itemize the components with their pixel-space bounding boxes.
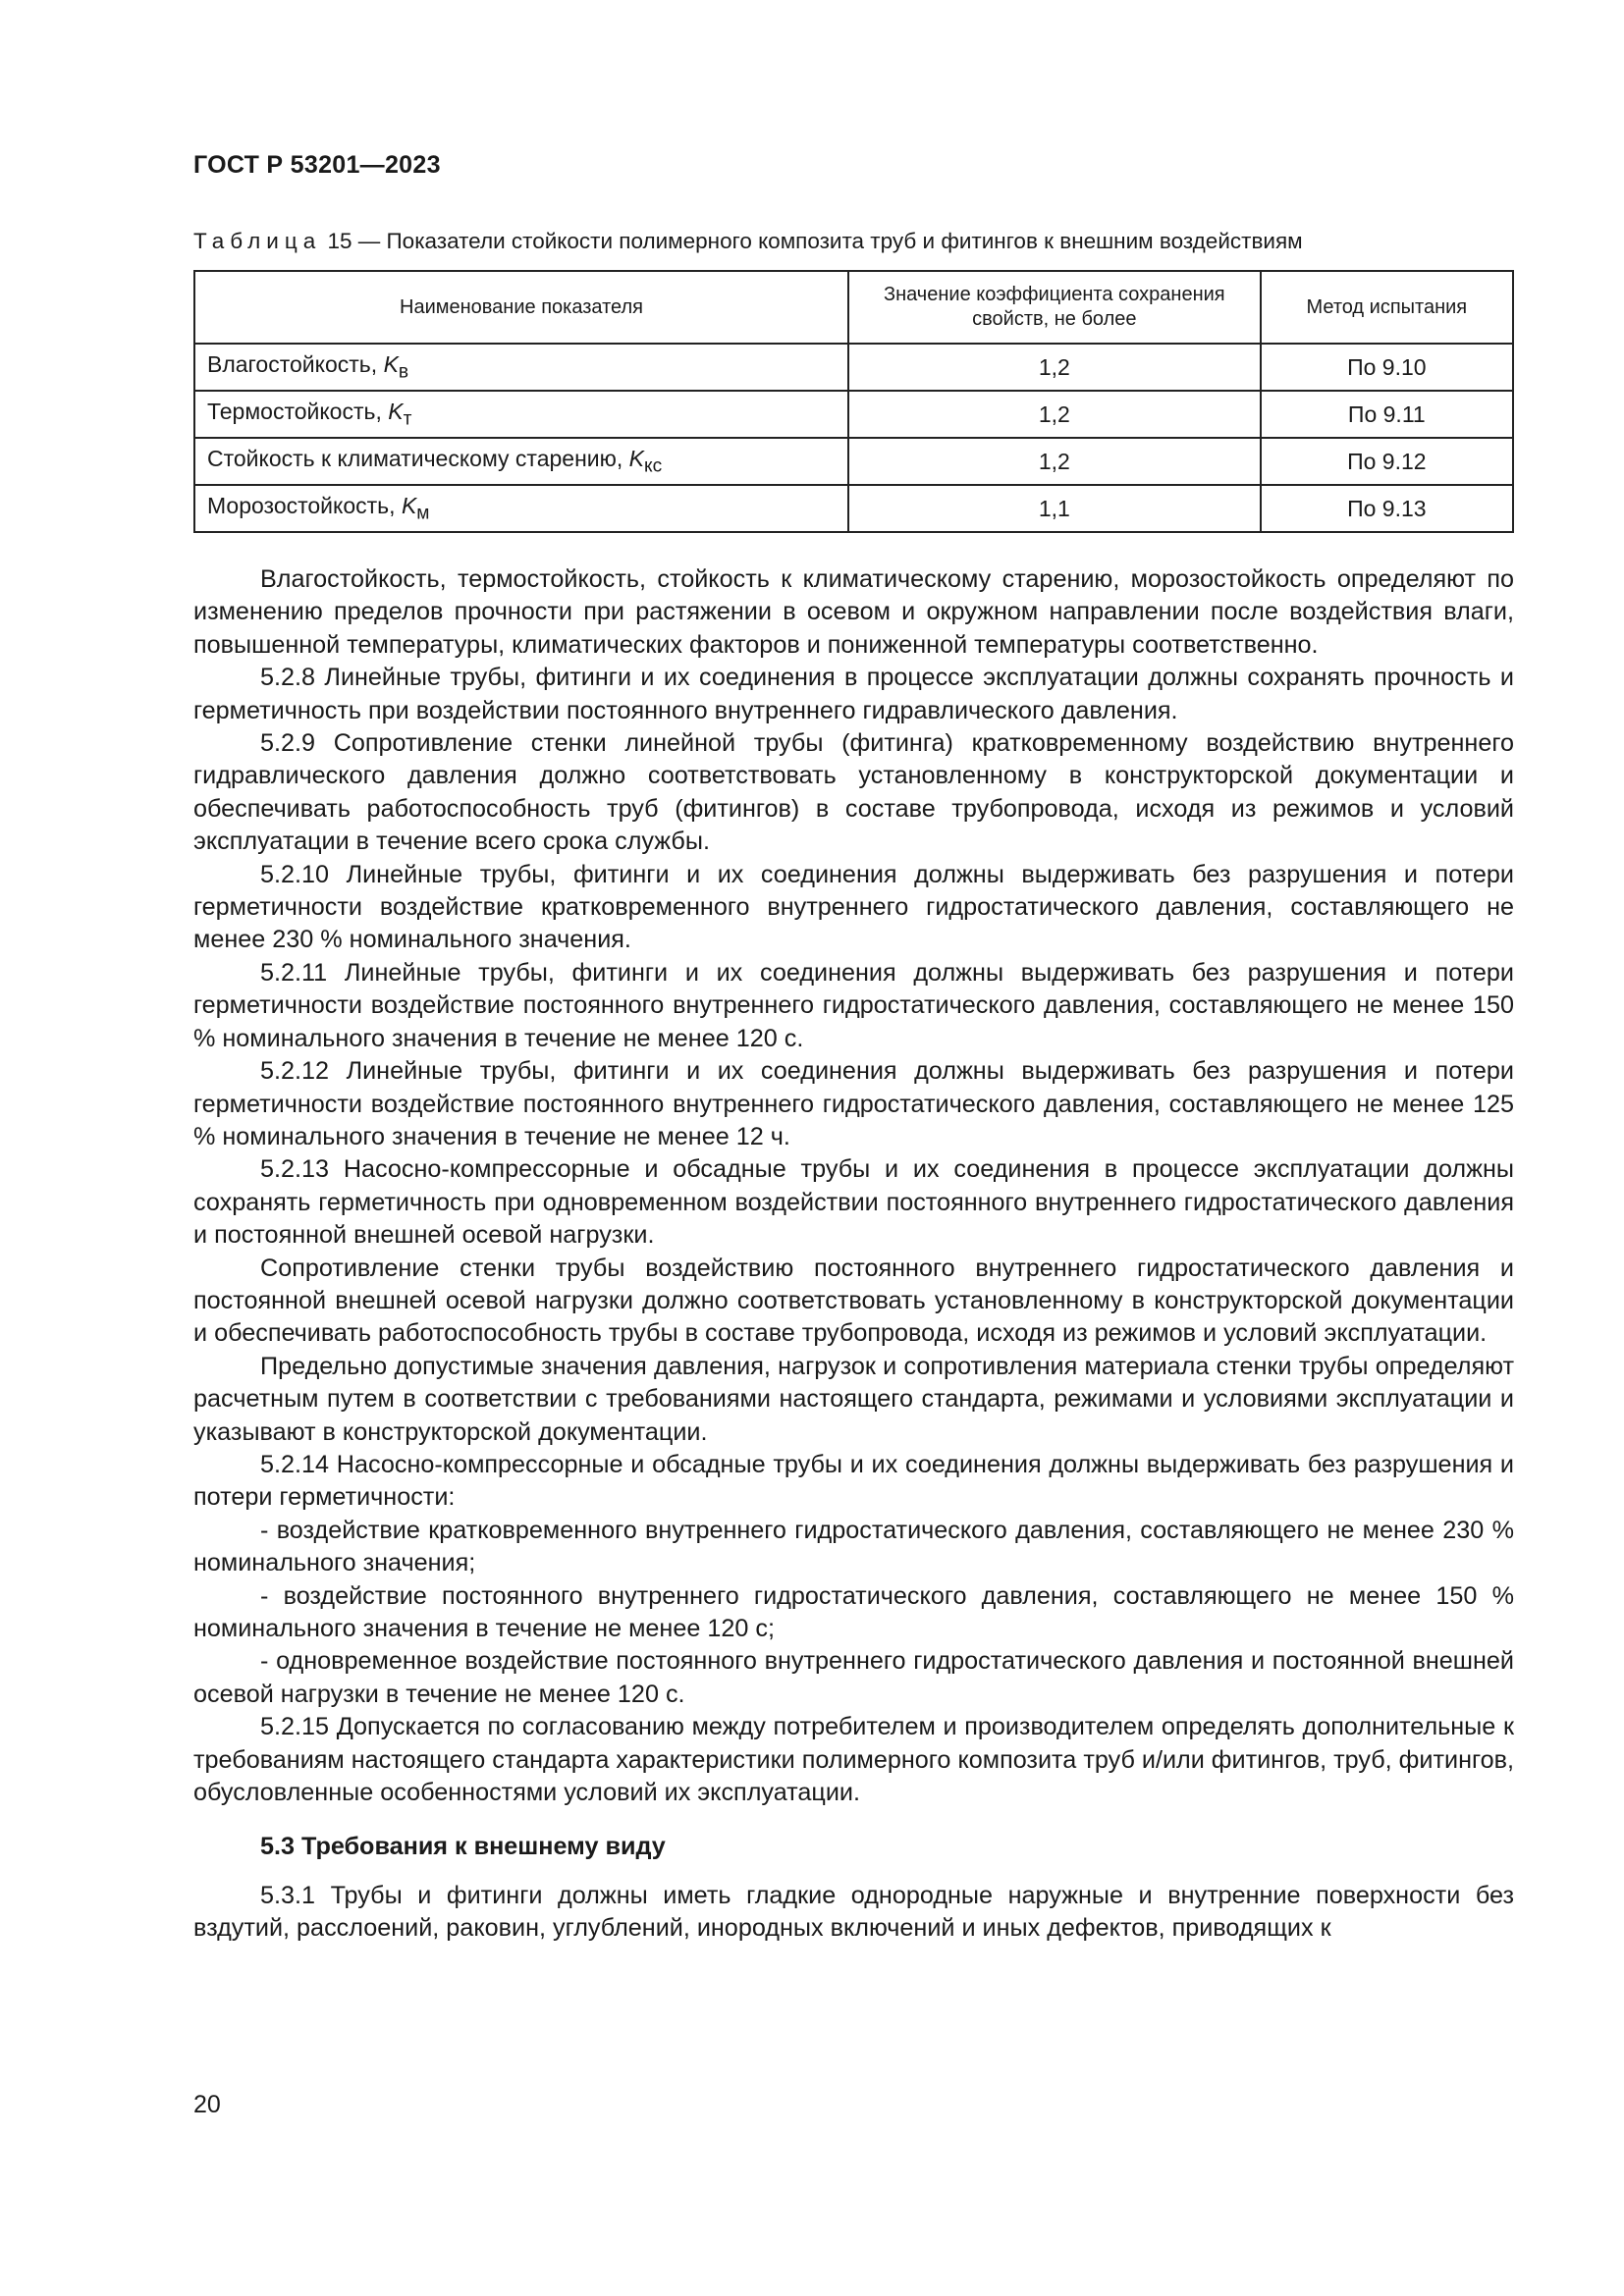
table-cell-value: 1,2 bbox=[848, 391, 1261, 438]
table-caption-prefix: Таблица bbox=[193, 229, 322, 253]
row-symbol: K bbox=[388, 398, 404, 424]
column-header-value: Значение коэффициента сохранения свойств, не более bbox=[848, 271, 1261, 344]
paragraph: 5.2.14 Насосно-компрессорные и обсадные трубы и их соединения должны выдерживать без разрушения и потери герметичности: bbox=[193, 1450, 1514, 1512]
table-caption-text: 15 — Показатели стойкости полимерного композита труб и фитингов к внешним воздействиям bbox=[321, 229, 1303, 253]
page-number: 20 bbox=[193, 2091, 221, 2118]
table-cell-method: По 9.11 bbox=[1261, 391, 1513, 438]
table-row bbox=[194, 344, 1513, 391]
row-symbol: K bbox=[383, 350, 399, 377]
table-cell-name bbox=[194, 438, 848, 485]
table-cell-name bbox=[194, 391, 848, 438]
table-row bbox=[194, 391, 1513, 438]
table-cell-method: По 9.10 bbox=[1261, 344, 1513, 391]
paragraph: 5.3.1 Трубы и фитинги должны иметь гладкие однородные наружные и внутренние поверхности без вздутий, расслоений, раковин, углублений, инородных включений и иных дефектов, приводящих к bbox=[193, 1881, 1514, 1943]
properties-table bbox=[193, 270, 1514, 533]
table-cell-value: 1,2 bbox=[848, 344, 1261, 391]
row-subscript: кс bbox=[644, 455, 663, 477]
paragraph: 5.2.12 Линейные трубы, фитинги и их соединения должны выдерживать без разрушения и потери герметичности воздействие постоянного внутреннего гидростатического давления, составляющего не менее 125 % номинального значения в течение не менее 12 ч. bbox=[193, 1057, 1514, 1150]
row-subscript: т bbox=[403, 408, 412, 430]
table-cell-name bbox=[194, 344, 848, 391]
paragraph: Предельно допустимые значения давления, нагрузок и сопротивления материала стенки трубы определяют расчетным путем в соответствии с требованиями настоящего стандарта, режимами и условиями эксплуатации и указывают в конструкторской документации. bbox=[193, 1352, 1514, 1446]
section-heading: 5.3 Требования к внешнему виду bbox=[260, 1833, 666, 1861]
paragraph: Сопротивление стенки трубы воздействию постоянного внутреннего гидростатического давления и постоянной внешней осевой нагрузки должно соответствовать установленному в конструкторской документации и обеспечивать работоспособность трубы в составе трубопровода, исходя из режимов и условий эксплуатации. bbox=[193, 1254, 1514, 1348]
table-row bbox=[194, 485, 1513, 532]
row-symbol: K bbox=[628, 445, 644, 471]
table-caption bbox=[193, 229, 1460, 254]
table-cell-method: По 9.13 bbox=[1261, 485, 1513, 532]
paragraph: 5.2.10 Линейные трубы, фитинги и их соединения должны выдерживать без разрушения и потери герметичности воздействие кратковременного внутреннего гидростатического давления, составляющего не менее 230 % номинального значения. bbox=[193, 860, 1514, 954]
bullet-item: - воздействие постоянного внутреннего гидростатического давления, составляющего не менее 150 % номинального значения в течение не менее 120 с; bbox=[193, 1581, 1514, 1642]
document-header: ГОСТ Р 53201—2023 bbox=[193, 151, 441, 179]
row-symbol: K bbox=[401, 492, 417, 518]
paragraph: 5.2.9 Сопротивление стенки линейной трубы (фитинга) кратковременному воздействию внутреннего гидравлического давления должно соответствовать установленному в конструкторской документации и обеспечивать работоспособность труб (фитингов) в составе трубопровода, исходя из режимов и условий эксплуатации в течение всего срока службы. bbox=[193, 729, 1514, 856]
row-name: Термостойкость, bbox=[207, 398, 389, 424]
row-subscript: м bbox=[416, 503, 430, 524]
table-cell-name bbox=[194, 485, 848, 532]
bullet-item: - одновременное воздействие постоянного внутреннего гидростатического давления и постоянной внешней осевой нагрузки в течение не менее 120 с. bbox=[193, 1647, 1514, 1708]
row-name: Влагостойкость, bbox=[207, 350, 384, 377]
bullet-item: - воздействие кратковременного внутреннего гидростатического давления, составляющего не менее 230 % номинального значения; bbox=[193, 1516, 1514, 1577]
table-cell-method: По 9.12 bbox=[1261, 438, 1513, 485]
body-text bbox=[193, 563, 1514, 1946]
paragraph: 5.2.8 Линейные трубы, фитинги и их соединения в процессе эксплуатации должны сохранять прочность и герметичность при воздействии постоянного внутреннего гидравлического давления. bbox=[193, 664, 1514, 724]
row-subscript: в bbox=[398, 361, 409, 383]
paragraph: Влагостойкость, термостойкость, стойкость к климатическому старению, морозостойкость определяют по изменению пределов прочности при растяжении в осевом и окружном направлении после воздействия влаги, повышенной температуры, климатических факторов и пониженной температуры соответственно. bbox=[193, 565, 1514, 659]
column-header-name: Наименование показателя bbox=[194, 271, 848, 344]
column-header-method: Метод испытания bbox=[1261, 271, 1513, 344]
row-name: Морозостойкость, bbox=[207, 492, 402, 518]
paragraph: 5.2.11 Линейные трубы, фитинги и их соединения должны выдерживать без разрушения и потери герметичности воздействие постоянного внутреннего гидростатического давления, составляющего не менее 150 % номинального значения в течение не менее 120 с. bbox=[193, 958, 1514, 1052]
paragraph: 5.2.15 Допускается по согласованию между потребителем и производителем определять дополнительные к требованиям настоящего стандарта характеристики полимерного композита труб и/или фитингов, труб, фитингов, обусловленные особенностями условий их эксплуатации. bbox=[193, 1713, 1514, 1807]
table-cell-value: 1,2 bbox=[848, 438, 1261, 485]
table-cell-value: 1,1 bbox=[848, 485, 1261, 532]
table-header-row bbox=[194, 271, 1513, 344]
row-name: Стойкость к климатическому старению, bbox=[207, 445, 629, 471]
table-row bbox=[194, 438, 1513, 485]
paragraph: 5.2.13 Насосно-компрессорные и обсадные трубы и их соединения в процессе эксплуатации должны сохранять герметичность при одновременном воздействии постоянного внутреннего гидростатического давления и постоянной внешней осевой нагрузки. bbox=[193, 1155, 1514, 1250]
